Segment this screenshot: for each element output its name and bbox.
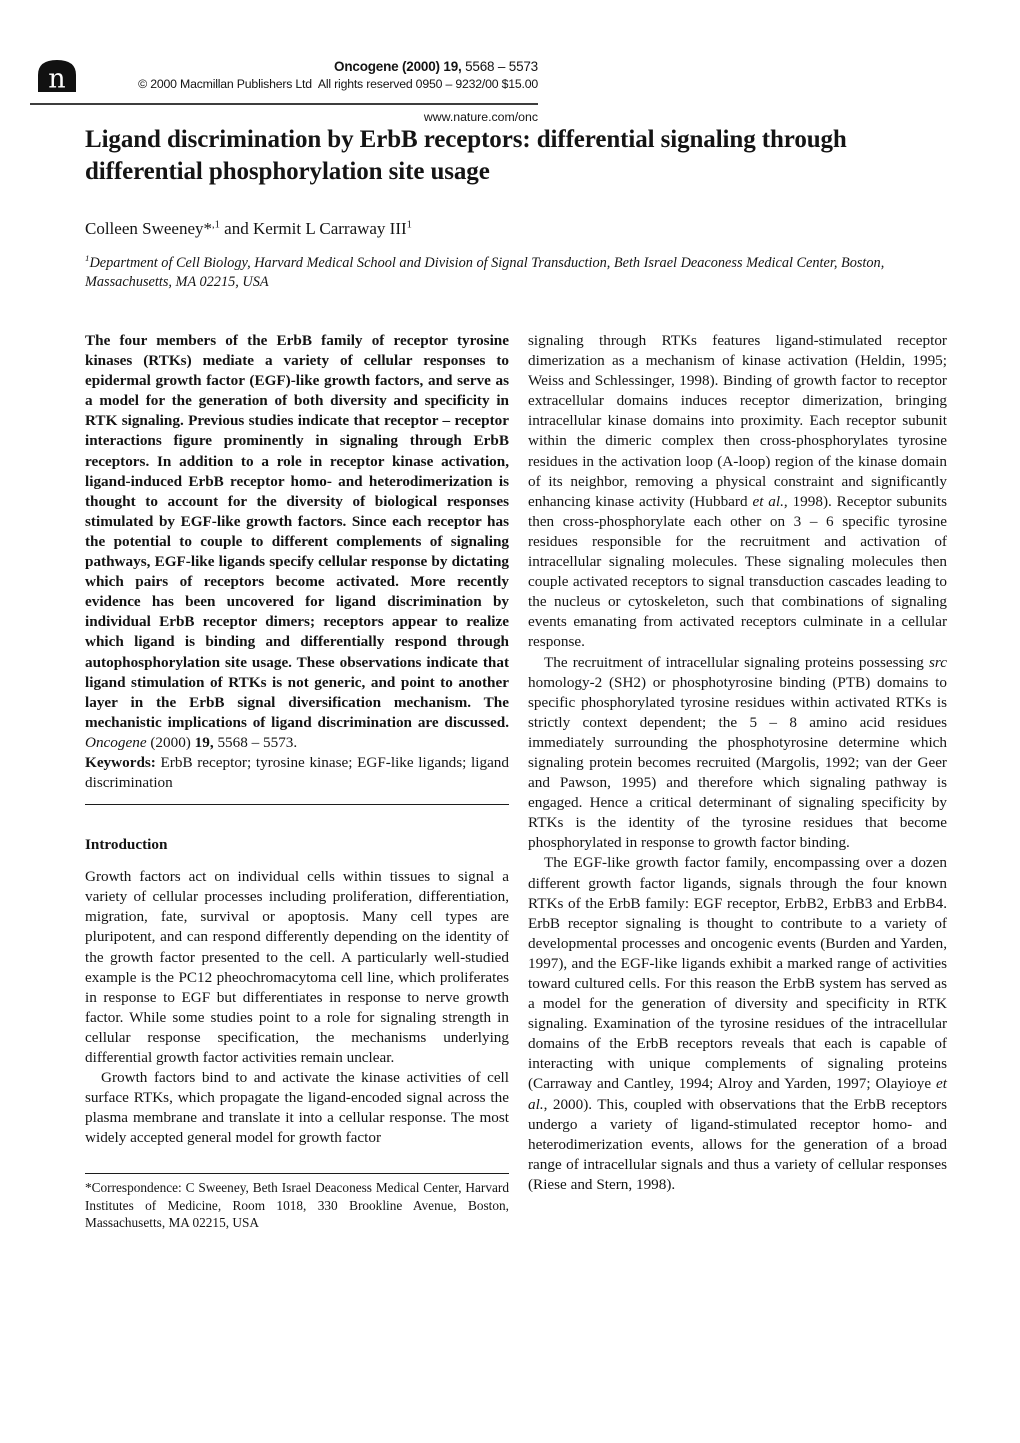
body-paragraph-sh2-ptb: The recruitment of intracellular signaling proteins possessing src homology-2 (SH2) or phosphotyrosine binding (PTB) domains to specific phosphorylated tyrosine residues within activated RTKs is strictly context dependent; the 5 – 8 amino acid residues immediately surrounding the phosphotyrosine determine which signaling protein becomes recruited (Margolis, 1992; van der Geer and Pawson, 1995) and therefore which signaling pathway is engaged. Hence a critical determinant of signaling specificity by RTKs is the identity of the tyrosine residues that become phosphorylated in response to growth factor binding.: [528, 653, 947, 852]
intro-paragraph-1: Growth factors act on individual cells within tissues to signal a variety of cellular processes including proliferation, differentiation, migration, fate, survival or apoptosis. Many cell types are pluripotent, and can respond differently depending on the identity of the growth factor presented to the cell. A particularly well-studied example is the PC12 pheochromacytoma cell line, which proliferates in response to EGF but differentiates in response to nerve growth factor. While some studies point to a role for signaling strength in cellular response specification, the mechanisms underlying differential growth factor activities remain unclear.: [85, 868, 509, 1066]
intro-paragraph-2: Growth factors bind to and activate the kinase activities of cell surface RTKs, which propagate the ligand-encoded signal across the plasma membrane and translate it into a cellular response. The most widely accepted general model for growth factor: [85, 1069, 509, 1147]
article-body: [85, 331, 947, 1231]
section-heading-introduction: Introduction: [85, 836, 168, 854]
journal-citation-pages: 5568 – 5573: [461, 59, 538, 74]
svg-text:n: n: [48, 63, 66, 92]
copyright-line: © 2000 Macmillan Publishers Ltd All rights reserved 0950 – 9232/00 $15.00: [138, 77, 538, 91]
footnote-rule: [85, 1173, 509, 1174]
body-paragraph-egf-family: The EGF-like growth factor family, encompassing over a dozen different growth factor ligands, signals through the four known RTKs of the ErbB family: EGF receptor, ErbB2, ErbB3 and ErbB4. ErbB receptor signaling is thought to contribute to a variety of developmental processes and oncogenic events (Burden and Yarden, 1997), and the EGF-like ligands exhibit a marked range of activities toward cultured cells. For this reason the ErbB system has served as a model for the generation of diversity and specificity in RTK signaling. Examination of the tyrosine residues of the intracellular domains of the ErbB receptors reveals that each is capable of interacting with unique complements of signaling proteins (Carraway and Cantley, 1994; Alroy and Yarden, 1997; Olayioye et al., 2000). This, coupled with observations that the ErbB receptors undergo a variety of ligand-stimulated receptor homo- and heterodimerization events, allows for the generation of a broad range of intracellular signals and thus a variety of cellular responses (Riese and Stern, 1998).: [528, 854, 947, 1193]
masthead: [30, 59, 538, 91]
affiliation-line: $^1$Department of Cell Biology, Harvard Medical School and Division of Signal Transduction, Beth Israel Deaconess Medical Center, Boston, Massachusetts, MA 02215, USA: [85, 253, 885, 290]
body-paragraph-continuation: signaling through RTKs features ligand-stimulated receptor dimerization as a mechanism of kinase activation (Heldin, 1995; Weiss and Schlessinger, 1998). Binding of growth factor to receptor extracellular domains induces receptor dimerization, bringing intracellular kinase domains into proximity. Each receptor subunit within the dimeric complex then cross-phosphorylates tyrosine residues in the activation loop (A-loop) region of the kinase domain of its neighbor, removing a physical constraint and significantly enhancing kinase activity (Hubbard et al., 1998). Receptor subunits then cross-phosphorylate each other on 3 – 6 specific tyrosine residues responsible for the recruitment and activation of intracellular signaling molecules. These signaling molecules then couple activated receptors to signal transduction cascades leading to the nucleus or cytoskeleton, such that combinations of signaling events emanating from activated receptors culminate in a cellular response.: [528, 332, 947, 651]
keywords-line: Keywords: ErbB receptor; tyrosine kinase; EGF-like ligands; ligand discrimination: [85, 753, 509, 792]
right-column: [528, 331, 947, 1231]
keywords-divider-rule: [85, 804, 509, 805]
article-title: Ligand discrimination by ErbB receptors: differential signaling through differential phosphorylation site usage: [85, 126, 847, 185]
journal-citation: [30, 59, 538, 74]
correspondence-footnote: [85, 1173, 509, 1231]
left-column: [85, 331, 509, 1231]
masthead-rule: [30, 103, 538, 105]
author-line: Colleen Sweeney*$^{,1}$ and Kermit L Carraway III$^1$: [85, 219, 412, 238]
journal-citation-bold: Oncogene (2000) 19,: [334, 59, 462, 74]
correspondence-text: *Correspondence: C Sweeney, Beth Israel Deaconess Medical Center, Harvard Institutes of Medicine, Room 1018, 330 Brookline Avenue, Boston, Massachusetts, MA 02215, USA: [85, 1180, 509, 1230]
abstract-paragraph: The four members of the ErbB family of receptor tyrosine kinases (RTKs) mediate a variety of cellular responses to epidermal growth factor (EGF)-like growth factors, and serve as a model for the generation of both diversity and specificity in RTK signaling. Previous studies indicate that receptor – receptor interactions figure prominently in signaling through ErbB receptors. In addition to a role in receptor kinase activation, ligand-induced ErbB receptor homo- and heterodimerization is thought to account for the diversity of biological responses stimulated by EGF-like growth factors. Since each receptor has the potential to couple to different complements of signaling pathways, EGF-like ligands specify cellular response by dictating which pairs of receptors become activated. More recently evidence has been uncovered for ligand discrimination by individual ErbB receptor dimers; receptors appear to realize which ligand is binding and differentially respond through autophosphorylation site usage. These observations indicate that ligand stimulation of RTKs is not generic, and point to another layer in the ErbB signal diversification mechanism. The mechanistic implications of ligand discrimination are discussed. Oncogene (2000) 19, 5568 – 5573.: [85, 332, 509, 751]
journal-website: www.nature.com/onc: [423, 110, 538, 124]
